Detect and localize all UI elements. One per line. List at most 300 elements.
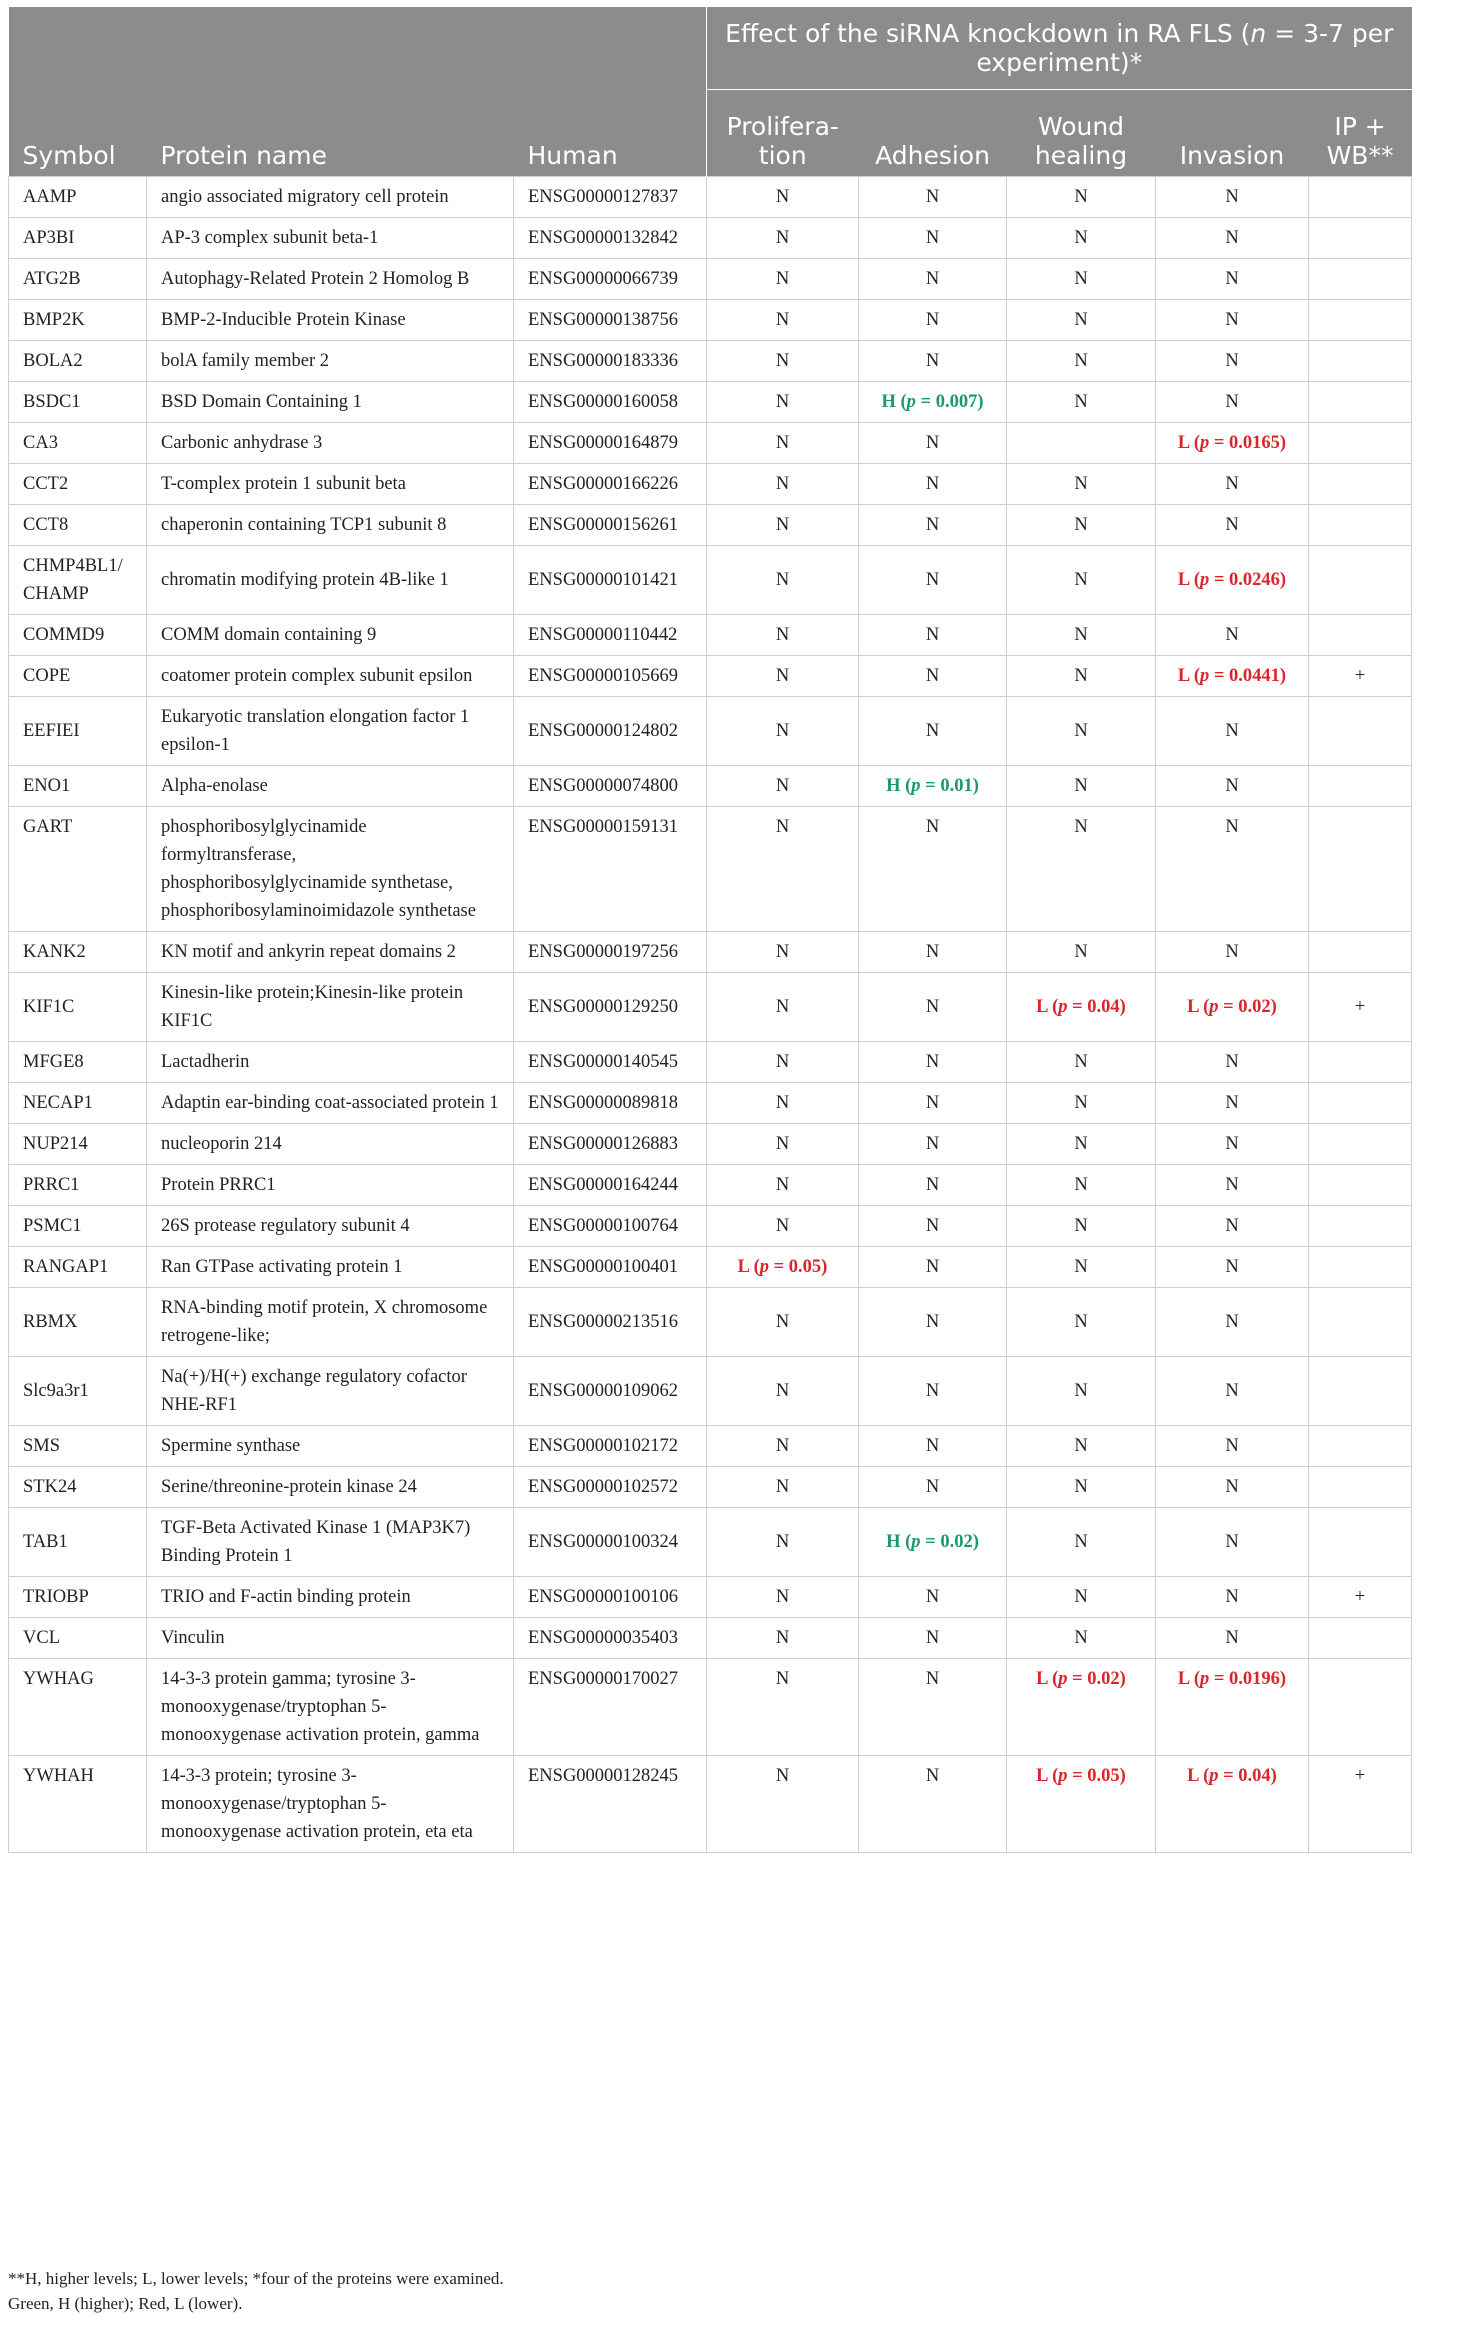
cell-invasion: N bbox=[1156, 697, 1309, 766]
cell-symbol: ATG2B bbox=[9, 259, 147, 300]
cell-protein: Na(+)/H(+) exchange regulatory cofactor NHE-RF1 bbox=[147, 1357, 514, 1426]
cell-human: ENSG00000035403 bbox=[514, 1618, 707, 1659]
cell-ipwb bbox=[1309, 932, 1412, 973]
cell-wound: N bbox=[1007, 1206, 1156, 1247]
cell-adhesion: N bbox=[859, 1426, 1007, 1467]
cell-symbol: TRIOBP bbox=[9, 1577, 147, 1618]
cell-ipwb bbox=[1309, 697, 1412, 766]
cell-ipwb bbox=[1309, 615, 1412, 656]
cell-prolif: N bbox=[707, 932, 859, 973]
cell-ipwb bbox=[1309, 1288, 1412, 1357]
cell-human: ENSG00000128245 bbox=[514, 1756, 707, 1853]
table-row bbox=[9, 218, 1412, 259]
cell-protein: KN motif and ankyrin repeat domains 2 bbox=[147, 932, 514, 973]
cell-symbol: RANGAP1 bbox=[9, 1247, 147, 1288]
header-invasion: Invasion bbox=[1156, 90, 1309, 177]
cell-invasion: N bbox=[1156, 300, 1309, 341]
cell-prolif: N bbox=[707, 1124, 859, 1165]
cell-ipwb bbox=[1309, 423, 1412, 464]
table-header bbox=[9, 7, 1412, 177]
cell-ipwb bbox=[1309, 1206, 1412, 1247]
table-body bbox=[9, 177, 1412, 1853]
header-adhesion: Adhesion bbox=[859, 90, 1007, 177]
cell-protein: 14-3-3 protein gamma; tyrosine 3-monooxygenase/tryptophan 5-monooxygenase activation protein, gamma bbox=[147, 1659, 514, 1756]
cell-protein: phosphoribosylglycinamide formyltransferase, phosphoribosylglycinamide synthetase, phosphoribosylaminoimidazole synthetase bbox=[147, 807, 514, 932]
cell-protein: Alpha-enolase bbox=[147, 766, 514, 807]
table-row bbox=[9, 505, 1412, 546]
cell-ipwb bbox=[1309, 1165, 1412, 1206]
cell-adhesion: N bbox=[859, 697, 1007, 766]
cell-symbol: AAMP bbox=[9, 177, 147, 218]
cell-ipwb: + bbox=[1309, 1756, 1412, 1853]
cell-symbol: BSDC1 bbox=[9, 382, 147, 423]
cell-protein: Ran GTPase activating protein 1 bbox=[147, 1247, 514, 1288]
cell-adhesion: N bbox=[859, 656, 1007, 697]
cell-prolif: N bbox=[707, 1357, 859, 1426]
cell-wound: N bbox=[1007, 1357, 1156, 1426]
cell-adhesion bbox=[859, 382, 1007, 423]
cell-prolif: N bbox=[707, 1508, 859, 1577]
cell-protein: TGF-Beta Activated Kinase 1 (MAP3K7) Binding Protein 1 bbox=[147, 1508, 514, 1577]
cell-ipwb bbox=[1309, 341, 1412, 382]
cell-adhesion: N bbox=[859, 1577, 1007, 1618]
cell-symbol: YWHAG bbox=[9, 1659, 147, 1756]
cell-adhesion: N bbox=[859, 218, 1007, 259]
cell-adhesion: N bbox=[859, 546, 1007, 615]
cell-wound bbox=[1007, 973, 1156, 1042]
table-row bbox=[9, 464, 1412, 505]
cell-adhesion bbox=[859, 766, 1007, 807]
cell-human: ENSG00000164244 bbox=[514, 1165, 707, 1206]
cell-human: ENSG00000109062 bbox=[514, 1357, 707, 1426]
cell-invasion: N bbox=[1156, 464, 1309, 505]
cell-human: ENSG00000197256 bbox=[514, 932, 707, 973]
lower-level-value: L (p = 0.04) bbox=[1036, 997, 1126, 1017]
cell-human: ENSG00000105669 bbox=[514, 656, 707, 697]
table-row bbox=[9, 807, 1412, 932]
cell-symbol: PSMC1 bbox=[9, 1206, 147, 1247]
cell-protein: AP-3 complex subunit beta-1 bbox=[147, 218, 514, 259]
cell-adhesion: N bbox=[859, 341, 1007, 382]
cell-wound: N bbox=[1007, 766, 1156, 807]
lower-level-value: L (p = 0.02) bbox=[1036, 1669, 1126, 1689]
table-row bbox=[9, 1083, 1412, 1124]
cell-protein: BMP-2-Inducible Protein Kinase bbox=[147, 300, 514, 341]
table-row bbox=[9, 382, 1412, 423]
cell-ipwb bbox=[1309, 1357, 1412, 1426]
cell-adhesion: N bbox=[859, 1467, 1007, 1508]
cell-ipwb bbox=[1309, 546, 1412, 615]
cell-protein: COMM domain containing 9 bbox=[147, 615, 514, 656]
cell-wound: N bbox=[1007, 1618, 1156, 1659]
table-row bbox=[9, 1659, 1412, 1756]
cell-invasion bbox=[1156, 423, 1309, 464]
cell-invasion: N bbox=[1156, 1124, 1309, 1165]
table-row bbox=[9, 1042, 1412, 1083]
cell-protein: coatomer protein complex subunit epsilon bbox=[147, 656, 514, 697]
footnote-line-2: Green, H (higher); Red, L (lower). bbox=[8, 2294, 243, 2313]
cell-prolif: N bbox=[707, 1756, 859, 1853]
cell-adhesion: N bbox=[859, 615, 1007, 656]
cell-prolif: N bbox=[707, 423, 859, 464]
table-row bbox=[9, 423, 1412, 464]
cell-ipwb bbox=[1309, 300, 1412, 341]
cell-symbol: AP3BI bbox=[9, 218, 147, 259]
lower-level-value: L (p = 0.0441) bbox=[1177, 666, 1287, 686]
sirna-knockdown-table bbox=[8, 7, 1412, 1853]
cell-symbol: CA3 bbox=[9, 423, 147, 464]
cell-human: ENSG00000102572 bbox=[514, 1467, 707, 1508]
header-group-effect: Effect of the siRNA knockdown in RA FLS (n = 3-7 per experiment)* bbox=[707, 7, 1412, 90]
table-row bbox=[9, 697, 1412, 766]
cell-human: ENSG00000138756 bbox=[514, 300, 707, 341]
cell-wound: N bbox=[1007, 1508, 1156, 1577]
cell-symbol: SMS bbox=[9, 1426, 147, 1467]
cell-adhesion: N bbox=[859, 1083, 1007, 1124]
cell-human: ENSG00000089818 bbox=[514, 1083, 707, 1124]
cell-invasion: N bbox=[1156, 1508, 1309, 1577]
cell-ipwb bbox=[1309, 1618, 1412, 1659]
cell-ipwb bbox=[1309, 177, 1412, 218]
cell-protein: bolA family member 2 bbox=[147, 341, 514, 382]
table-row bbox=[9, 259, 1412, 300]
cell-prolif: N bbox=[707, 656, 859, 697]
cell-wound: N bbox=[1007, 1124, 1156, 1165]
cell-symbol: BMP2K bbox=[9, 300, 147, 341]
cell-symbol: MFGE8 bbox=[9, 1042, 147, 1083]
cell-invasion: N bbox=[1156, 1577, 1309, 1618]
table-row bbox=[9, 1508, 1412, 1577]
cell-human: ENSG00000164879 bbox=[514, 423, 707, 464]
cell-symbol: GART bbox=[9, 807, 147, 932]
cell-human: ENSG00000100764 bbox=[514, 1206, 707, 1247]
cell-ipwb: + bbox=[1309, 973, 1412, 1042]
cell-symbol: COPE bbox=[9, 656, 147, 697]
cell-invasion: N bbox=[1156, 1206, 1309, 1247]
cell-wound: N bbox=[1007, 464, 1156, 505]
cell-human: ENSG00000100401 bbox=[514, 1247, 707, 1288]
table-row bbox=[9, 615, 1412, 656]
cell-protein: chaperonin containing TCP1 subunit 8 bbox=[147, 505, 514, 546]
cell-wound: N bbox=[1007, 1247, 1156, 1288]
header-protein-name: Protein name bbox=[147, 90, 514, 177]
cell-prolif: N bbox=[707, 1467, 859, 1508]
cell-wound: N bbox=[1007, 1083, 1156, 1124]
cell-symbol: PRRC1 bbox=[9, 1165, 147, 1206]
cell-symbol: KANK2 bbox=[9, 932, 147, 973]
cell-prolif: N bbox=[707, 1042, 859, 1083]
lower-level-value: L (p = 0.04) bbox=[1187, 1766, 1277, 1786]
cell-wound bbox=[1007, 1756, 1156, 1853]
cell-invasion: N bbox=[1156, 615, 1309, 656]
cell-invasion: N bbox=[1156, 177, 1309, 218]
cell-adhesion: N bbox=[859, 464, 1007, 505]
cell-human: ENSG00000124802 bbox=[514, 697, 707, 766]
cell-prolif: N bbox=[707, 1165, 859, 1206]
cell-invasion: N bbox=[1156, 1426, 1309, 1467]
cell-ipwb bbox=[1309, 505, 1412, 546]
lower-level-value: L (p = 0.02) bbox=[1187, 997, 1277, 1017]
cell-symbol: CCT2 bbox=[9, 464, 147, 505]
cell-prolif: N bbox=[707, 973, 859, 1042]
table-row bbox=[9, 932, 1412, 973]
cell-symbol: CCT8 bbox=[9, 505, 147, 546]
cell-protein: Adaptin ear-binding coat-associated protein 1 bbox=[147, 1083, 514, 1124]
cell-prolif: N bbox=[707, 259, 859, 300]
cell-adhesion: N bbox=[859, 177, 1007, 218]
cell-protein: BSD Domain Containing 1 bbox=[147, 382, 514, 423]
header-ip-wb: IP + WB** bbox=[1309, 90, 1412, 177]
cell-human: ENSG00000170027 bbox=[514, 1659, 707, 1756]
cell-wound: N bbox=[1007, 1467, 1156, 1508]
table-row bbox=[9, 1206, 1412, 1247]
cell-protein: Spermine synthase bbox=[147, 1426, 514, 1467]
cell-invasion bbox=[1156, 656, 1309, 697]
cell-symbol: Slc9a3r1 bbox=[9, 1357, 147, 1426]
cell-invasion: N bbox=[1156, 505, 1309, 546]
cell-wound: N bbox=[1007, 697, 1156, 766]
cell-adhesion: N bbox=[859, 1165, 1007, 1206]
cell-wound: N bbox=[1007, 1165, 1156, 1206]
cell-ipwb bbox=[1309, 1124, 1412, 1165]
cell-wound: N bbox=[1007, 932, 1156, 973]
cell-wound: N bbox=[1007, 615, 1156, 656]
cell-adhesion: N bbox=[859, 300, 1007, 341]
cell-ipwb: + bbox=[1309, 656, 1412, 697]
cell-invasion: N bbox=[1156, 218, 1309, 259]
cell-human: ENSG00000213516 bbox=[514, 1288, 707, 1357]
lower-level-value: L (p = 0.0165) bbox=[1177, 433, 1287, 453]
cell-prolif: N bbox=[707, 1659, 859, 1756]
cell-adhesion: N bbox=[859, 932, 1007, 973]
cell-human: ENSG00000100324 bbox=[514, 1508, 707, 1577]
cell-human: ENSG00000166226 bbox=[514, 464, 707, 505]
higher-level-value: H (p = 0.02) bbox=[886, 1532, 979, 1552]
cell-adhesion: N bbox=[859, 973, 1007, 1042]
table-row bbox=[9, 177, 1412, 218]
cell-adhesion bbox=[859, 1508, 1007, 1577]
cell-prolif bbox=[707, 1247, 859, 1288]
cell-prolif: N bbox=[707, 300, 859, 341]
cell-invasion: N bbox=[1156, 382, 1309, 423]
table-row bbox=[9, 1357, 1412, 1426]
table-row bbox=[9, 1124, 1412, 1165]
table-row bbox=[9, 1247, 1412, 1288]
cell-human: ENSG00000160058 bbox=[514, 382, 707, 423]
header-proliferation: Prolifera-tion bbox=[707, 90, 859, 177]
table-row bbox=[9, 656, 1412, 697]
cell-symbol: COMMD9 bbox=[9, 615, 147, 656]
cell-symbol: ENO1 bbox=[9, 766, 147, 807]
higher-level-value: H (p = 0.01) bbox=[886, 776, 979, 796]
cell-invasion: N bbox=[1156, 1618, 1309, 1659]
cell-invasion: N bbox=[1156, 1083, 1309, 1124]
cell-wound: N bbox=[1007, 807, 1156, 932]
cell-wound: N bbox=[1007, 259, 1156, 300]
table-row bbox=[9, 341, 1412, 382]
cell-ipwb: + bbox=[1309, 1577, 1412, 1618]
cell-prolif: N bbox=[707, 177, 859, 218]
cell-prolif: N bbox=[707, 807, 859, 932]
cell-adhesion: N bbox=[859, 1756, 1007, 1853]
table-row bbox=[9, 1756, 1412, 1853]
cell-symbol: NECAP1 bbox=[9, 1083, 147, 1124]
table-row bbox=[9, 300, 1412, 341]
header-blank bbox=[9, 7, 707, 90]
cell-protein: Protein PRRC1 bbox=[147, 1165, 514, 1206]
cell-ipwb bbox=[1309, 807, 1412, 932]
cell-prolif: N bbox=[707, 341, 859, 382]
cell-ipwb bbox=[1309, 1508, 1412, 1577]
cell-wound: N bbox=[1007, 1042, 1156, 1083]
cell-invasion: N bbox=[1156, 1467, 1309, 1508]
table-footnote bbox=[8, 2266, 1411, 2316]
lower-level-value: L (p = 0.0246) bbox=[1177, 570, 1287, 590]
table-row bbox=[9, 1426, 1412, 1467]
cell-human: ENSG00000101421 bbox=[514, 546, 707, 615]
cell-wound: N bbox=[1007, 505, 1156, 546]
table-row bbox=[9, 1618, 1412, 1659]
cell-prolif: N bbox=[707, 697, 859, 766]
cell-protein: Eukaryotic translation elongation factor 1 epsilon-1 bbox=[147, 697, 514, 766]
cell-wound: N bbox=[1007, 382, 1156, 423]
cell-protein: T-complex protein 1 subunit beta bbox=[147, 464, 514, 505]
cell-invasion: N bbox=[1156, 1357, 1309, 1426]
cell-protein: RNA-binding motif protein, X chromosome retrogene-like; bbox=[147, 1288, 514, 1357]
cell-invasion: N bbox=[1156, 1042, 1309, 1083]
cell-ipwb bbox=[1309, 1083, 1412, 1124]
cell-human: ENSG00000127837 bbox=[514, 177, 707, 218]
cell-invasion bbox=[1156, 1756, 1309, 1853]
cell-symbol: KIF1C bbox=[9, 973, 147, 1042]
lower-level-value: L (p = 0.05) bbox=[737, 1257, 828, 1277]
cell-invasion: N bbox=[1156, 341, 1309, 382]
cell-adhesion: N bbox=[859, 505, 1007, 546]
cell-ipwb bbox=[1309, 1467, 1412, 1508]
cell-prolif: N bbox=[707, 1083, 859, 1124]
table-row bbox=[9, 1165, 1412, 1206]
cell-protein: Serine/threonine-protein kinase 24 bbox=[147, 1467, 514, 1508]
table-row bbox=[9, 766, 1412, 807]
cell-wound: N bbox=[1007, 300, 1156, 341]
cell-human: ENSG00000126883 bbox=[514, 1124, 707, 1165]
cell-human: ENSG00000156261 bbox=[514, 505, 707, 546]
results-table-container bbox=[8, 7, 1411, 1853]
cell-human: ENSG00000066739 bbox=[514, 259, 707, 300]
cell-ipwb bbox=[1309, 218, 1412, 259]
cell-human: ENSG00000100106 bbox=[514, 1577, 707, 1618]
cell-symbol: CHMP4BL1/ CHAMP bbox=[9, 546, 147, 615]
header-symbol: Symbol bbox=[9, 90, 147, 177]
cell-prolif: N bbox=[707, 1618, 859, 1659]
cell-invasion: N bbox=[1156, 766, 1309, 807]
cell-invasion bbox=[1156, 1659, 1309, 1756]
footnote-line-1: **H, higher levels; L, lower levels; *four of the proteins were examined. bbox=[8, 2269, 504, 2288]
cell-protein: nucleoporin 214 bbox=[147, 1124, 514, 1165]
cell-invasion: N bbox=[1156, 1165, 1309, 1206]
cell-ipwb bbox=[1309, 1042, 1412, 1083]
header-wound-healing: Wound healing bbox=[1007, 90, 1156, 177]
cell-prolif: N bbox=[707, 1206, 859, 1247]
cell-prolif: N bbox=[707, 464, 859, 505]
table-row bbox=[9, 546, 1412, 615]
cell-invasion bbox=[1156, 973, 1309, 1042]
cell-human: ENSG00000129250 bbox=[514, 973, 707, 1042]
table-row bbox=[9, 1288, 1412, 1357]
cell-protein: TRIO and F-actin binding protein bbox=[147, 1577, 514, 1618]
cell-adhesion: N bbox=[859, 1659, 1007, 1756]
cell-invasion: N bbox=[1156, 259, 1309, 300]
cell-protein: 14-3-3 protein; tyrosine 3-monooxygenase/tryptophan 5-monooxygenase activation protein, eta eta bbox=[147, 1756, 514, 1853]
cell-wound: N bbox=[1007, 656, 1156, 697]
cell-wound: N bbox=[1007, 177, 1156, 218]
cell-symbol: TAB1 bbox=[9, 1508, 147, 1577]
cell-protein: Autophagy-Related Protein 2 Homolog B bbox=[147, 259, 514, 300]
cell-wound: N bbox=[1007, 1577, 1156, 1618]
cell-symbol: BOLA2 bbox=[9, 341, 147, 382]
cell-wound: N bbox=[1007, 1426, 1156, 1467]
cell-human: ENSG00000102172 bbox=[514, 1426, 707, 1467]
cell-wound bbox=[1007, 1659, 1156, 1756]
cell-prolif: N bbox=[707, 546, 859, 615]
cell-prolif: N bbox=[707, 382, 859, 423]
cell-ipwb bbox=[1309, 1659, 1412, 1756]
cell-human: ENSG00000110442 bbox=[514, 615, 707, 656]
table-row bbox=[9, 973, 1412, 1042]
cell-prolif: N bbox=[707, 766, 859, 807]
cell-invasion bbox=[1156, 546, 1309, 615]
lower-level-value: L (p = 0.0196) bbox=[1177, 1669, 1287, 1689]
table-row bbox=[9, 1577, 1412, 1618]
cell-wound: N bbox=[1007, 341, 1156, 382]
cell-invasion: N bbox=[1156, 1247, 1309, 1288]
cell-ipwb bbox=[1309, 382, 1412, 423]
cell-symbol: YWHAH bbox=[9, 1756, 147, 1853]
cell-protein: Kinesin-like protein;Kinesin-like protein KIF1C bbox=[147, 973, 514, 1042]
cell-prolif: N bbox=[707, 1288, 859, 1357]
cell-prolif: N bbox=[707, 1426, 859, 1467]
cell-protein: Carbonic anhydrase 3 bbox=[147, 423, 514, 464]
cell-ipwb bbox=[1309, 1426, 1412, 1467]
cell-invasion: N bbox=[1156, 1288, 1309, 1357]
cell-wound: N bbox=[1007, 218, 1156, 259]
header-human: Human bbox=[514, 90, 707, 177]
cell-human: ENSG00000140545 bbox=[514, 1042, 707, 1083]
cell-wound: N bbox=[1007, 546, 1156, 615]
cell-human: ENSG00000183336 bbox=[514, 341, 707, 382]
cell-adhesion: N bbox=[859, 1288, 1007, 1357]
cell-symbol: VCL bbox=[9, 1618, 147, 1659]
cell-protein: Lactadherin bbox=[147, 1042, 514, 1083]
cell-protein: 26S protease regulatory subunit 4 bbox=[147, 1206, 514, 1247]
cell-adhesion: N bbox=[859, 1124, 1007, 1165]
lower-level-value: L (p = 0.05) bbox=[1036, 1766, 1126, 1786]
cell-invasion: N bbox=[1156, 807, 1309, 932]
cell-protein: chromatin modifying protein 4B-like 1 bbox=[147, 546, 514, 615]
cell-prolif: N bbox=[707, 1577, 859, 1618]
cell-human: ENSG00000074800 bbox=[514, 766, 707, 807]
cell-symbol: STK24 bbox=[9, 1467, 147, 1508]
cell-protein: angio associated migratory cell protein bbox=[147, 177, 514, 218]
cell-ipwb bbox=[1309, 464, 1412, 505]
cell-symbol: RBMX bbox=[9, 1288, 147, 1357]
cell-invasion: N bbox=[1156, 932, 1309, 973]
cell-prolif: N bbox=[707, 218, 859, 259]
cell-human: ENSG00000159131 bbox=[514, 807, 707, 932]
cell-human: ENSG00000132842 bbox=[514, 218, 707, 259]
cell-wound: N bbox=[1007, 1288, 1156, 1357]
higher-level-value: H (p = 0.007) bbox=[881, 392, 984, 412]
